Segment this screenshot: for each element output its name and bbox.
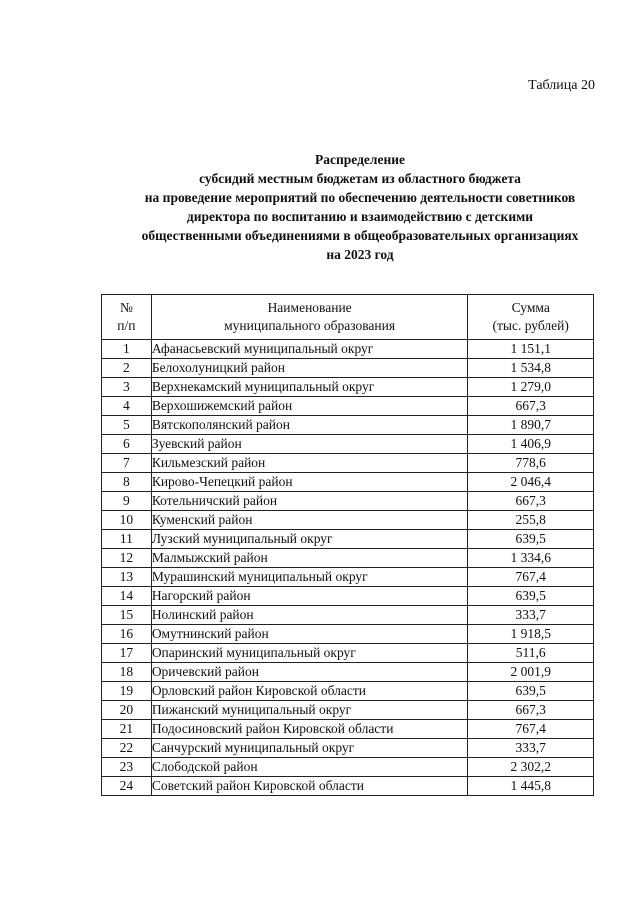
row-name-cell: Белохолуницкий район — [151, 359, 468, 378]
row-sum-cell: 639,5 — [468, 530, 594, 549]
row-name-cell: Зуевский район — [151, 435, 468, 454]
heading-line: директора по воспитанию и взаимодействию с детскими — [186, 209, 534, 224]
row-sum-cell: 1 534,8 — [468, 359, 594, 378]
header-name-line: Наименование — [267, 300, 352, 315]
table-row — [102, 416, 594, 435]
row-number-cell: 16 — [102, 625, 152, 644]
table-row — [102, 435, 594, 454]
header-number — [102, 295, 152, 340]
row-name-cell: Вятскополянский район — [151, 416, 468, 435]
table-row — [102, 739, 594, 758]
table-row — [102, 454, 594, 473]
table-row — [102, 473, 594, 492]
row-number-cell: 18 — [102, 663, 152, 682]
row-sum-cell: 511,6 — [468, 644, 594, 663]
header-number-line: № — [119, 300, 133, 315]
row-number-cell: 22 — [102, 739, 152, 758]
table-row — [102, 644, 594, 663]
table-row — [102, 549, 594, 568]
row-number-cell: 23 — [102, 758, 152, 777]
row-number-cell: 10 — [102, 511, 152, 530]
row-name-cell: Омутнинский район — [151, 625, 468, 644]
row-number-cell: 12 — [102, 549, 152, 568]
row-name-cell: Нолинский район — [151, 606, 468, 625]
row-number-cell: 8 — [102, 473, 152, 492]
table-row — [102, 492, 594, 511]
row-sum-cell: 255,8 — [468, 511, 594, 530]
row-name-cell: Мурашинский муниципальный округ — [151, 568, 468, 587]
row-name-cell: Котельничский район — [151, 492, 468, 511]
header-name — [151, 295, 468, 340]
row-name-cell: Советский район Кировской области — [151, 777, 468, 796]
row-sum-cell: 1 279,0 — [468, 378, 594, 397]
row-name-cell: Афанасьевский муниципальный округ — [151, 340, 468, 359]
row-name-cell: Кирово-Чепецкий район — [151, 473, 468, 492]
table-header-row — [102, 295, 594, 340]
table-row — [102, 663, 594, 682]
row-sum-cell: 333,7 — [468, 606, 594, 625]
row-number-cell: 14 — [102, 587, 152, 606]
row-name-cell: Подосиновский район Кировской области — [151, 720, 468, 739]
heading-line: на проведение мероприятий по обеспечению деятельности советников — [144, 190, 576, 205]
row-number-cell: 3 — [102, 378, 152, 397]
header-number-line: п/п — [117, 318, 136, 333]
row-sum-cell: 778,6 — [468, 454, 594, 473]
row-number-cell: 17 — [102, 644, 152, 663]
row-sum-cell: 1 151,1 — [468, 340, 594, 359]
row-name-cell: Лузский муниципальный округ — [151, 530, 468, 549]
table-row — [102, 359, 594, 378]
row-number-cell: 9 — [102, 492, 152, 511]
table-row — [102, 568, 594, 587]
row-sum-cell: 2 046,4 — [468, 473, 594, 492]
row-name-cell: Санчурский муниципальный округ — [151, 739, 468, 758]
row-sum-cell: 639,5 — [468, 587, 594, 606]
row-sum-cell: 2 302,2 — [468, 758, 594, 777]
row-number-cell: 13 — [102, 568, 152, 587]
row-name-cell: Пижанский муниципальный округ — [151, 701, 468, 720]
header-sum-line: (тыс. рублей) — [492, 318, 569, 333]
row-number-cell: 21 — [102, 720, 152, 739]
table-row — [102, 378, 594, 397]
document-heading — [80, 150, 631, 264]
table-row — [102, 625, 594, 644]
table-row — [102, 720, 594, 739]
row-number-cell: 5 — [102, 416, 152, 435]
row-name-cell: Верхошижемский район — [151, 397, 468, 416]
row-number-cell: 7 — [102, 454, 152, 473]
row-name-cell: Оричевский район — [151, 663, 468, 682]
row-number-cell: 19 — [102, 682, 152, 701]
header-name-line: муниципального образования — [224, 318, 396, 333]
row-name-cell: Малмыжский район — [151, 549, 468, 568]
row-sum-cell: 1 406,9 — [468, 435, 594, 454]
table-row — [102, 511, 594, 530]
row-number-cell: 2 — [102, 359, 152, 378]
row-number-cell: 24 — [102, 777, 152, 796]
row-number-cell: 20 — [102, 701, 152, 720]
row-name-cell: Опаринский муниципальный округ — [151, 644, 468, 663]
row-sum-cell: 667,3 — [468, 701, 594, 720]
header-sum-line: Сумма — [511, 300, 550, 315]
table-row — [102, 340, 594, 359]
table-row — [102, 530, 594, 549]
table-row — [102, 397, 594, 416]
row-sum-cell: 1 918,5 — [468, 625, 594, 644]
row-name-cell: Слободской район — [151, 758, 468, 777]
row-sum-cell: 667,3 — [468, 397, 594, 416]
distribution-table — [101, 294, 594, 796]
heading-line: Распределение — [314, 152, 406, 167]
row-sum-cell: 333,7 — [468, 739, 594, 758]
table-row — [102, 587, 594, 606]
row-name-cell: Нагорский район — [151, 587, 468, 606]
table-row — [102, 758, 594, 777]
row-sum-cell: 1 445,8 — [468, 777, 594, 796]
table-label: Таблица 20 — [528, 78, 595, 93]
table-row — [102, 606, 594, 625]
table-row — [102, 701, 594, 720]
row-number-cell: 15 — [102, 606, 152, 625]
table-row — [102, 682, 594, 701]
row-name-cell: Куменский район — [151, 511, 468, 530]
header-sum — [468, 295, 594, 340]
row-number-cell: 4 — [102, 397, 152, 416]
row-sum-cell: 639,5 — [468, 682, 594, 701]
heading-line: на 2023 год — [326, 247, 394, 262]
row-number-cell: 6 — [102, 435, 152, 454]
row-sum-cell: 2 001,9 — [468, 663, 594, 682]
row-sum-cell: 1 334,6 — [468, 549, 594, 568]
row-name-cell: Верхнекамский муниципальный округ — [151, 378, 468, 397]
heading-line: общественными объединениями в общеобразовательных организациях — [141, 228, 579, 243]
row-sum-cell: 767,4 — [468, 568, 594, 587]
table-row — [102, 777, 594, 796]
heading-line: субсидий местным бюджетам из областного бюджета — [199, 171, 521, 186]
row-number-cell: 1 — [102, 340, 152, 359]
row-sum-cell: 1 890,7 — [468, 416, 594, 435]
row-number-cell: 11 — [102, 530, 152, 549]
row-name-cell: Кильмезский район — [151, 454, 468, 473]
row-sum-cell: 667,3 — [468, 492, 594, 511]
row-sum-cell: 767,4 — [468, 720, 594, 739]
row-name-cell: Орловский район Кировской области — [151, 682, 468, 701]
